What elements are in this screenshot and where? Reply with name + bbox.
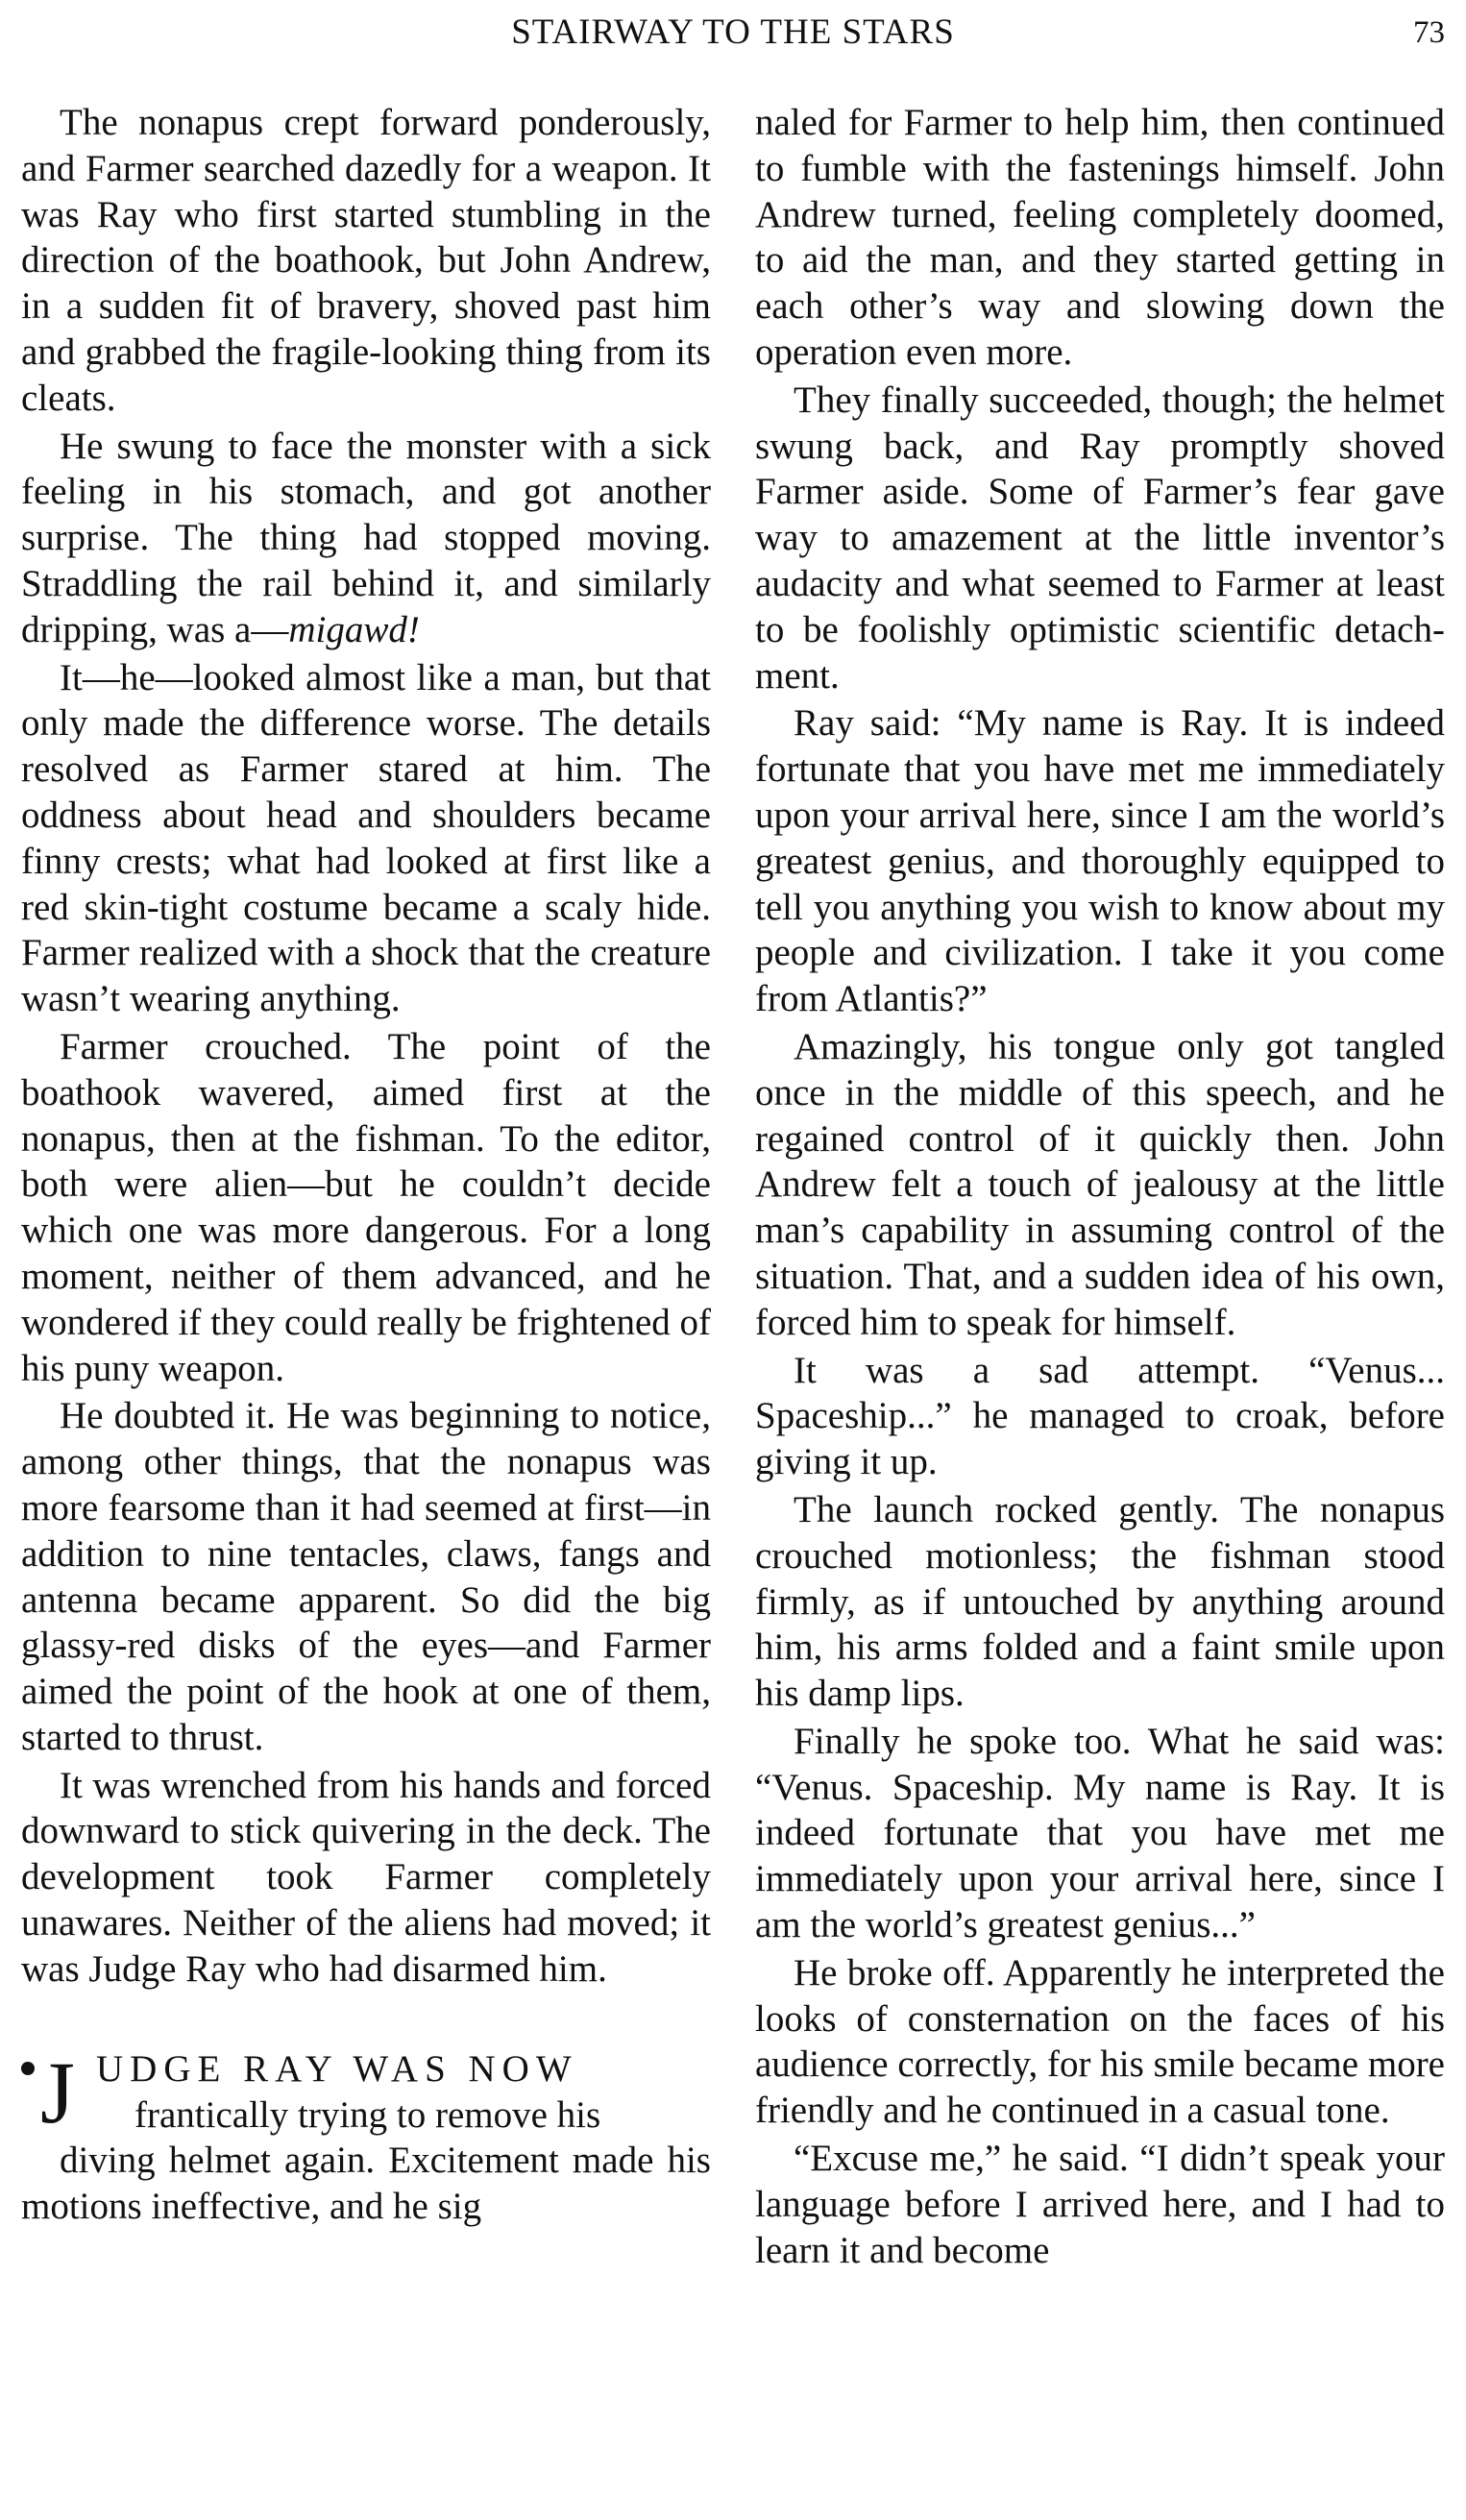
paragraph: They finally succeeded, though; the helmet swung back, and Ray promptly shoved Farmer aside. Some of Farmer’s fear gave way to amazement at the little inventor’s audacity and what seemed to Farmer at least to be foolishly optimistic scientific detachment. bbox=[755, 379, 1445, 697]
running-title: STAIRWAY TO THE STARS bbox=[511, 12, 955, 52]
paragraph: He broke off. Apparently he interpreted the looks of consternation on the faces of his audience correctly, for his smile became more friendly and he continued in a casual tone. bbox=[755, 1951, 1445, 2132]
paragraph: Finally he spoke too. What he said was: “Venus. Spaceship. My name is Ray. It is indeed fortunate that you have met me immediately upon your arrival here, since I am the world’s greatest genius...” bbox=[755, 1720, 1445, 1946]
right-column bbox=[755, 100, 1445, 2273]
paragraph: naled for Farmer to help him, then continued to fumble with the fastenings himself. John Andrew turned, feeling completely doomed, to aid the man, and they started getting in each other’s way and slowing down the operation even more. bbox=[755, 102, 1445, 373]
drop-cap: J bbox=[40, 2043, 75, 2141]
paragraph: It was wrenched from his hands and forced downward to stick quivering in the deck. The development took Farmer completely unawares. Neither of the aliens had moved; it was Judge Ray who had disarmed him. bbox=[21, 1764, 711, 1990]
paragraph: He doubted it. He was beginning to notice, among other things, that the nonapus was more fearsome than it had seemed at first—in addition to nine tentacles, claws, fangs and antenna became apparent. So did the big glassy-red disks of the eyes—and Farmer aimed the point of the hook at one of them, started to thrust. bbox=[21, 1395, 711, 1758]
paragraph: “Excuse me,” he said. “I didn’t speak your language before I arrived here, and I had to learn it and become bbox=[755, 2138, 1445, 2271]
paragraph: It was a sad attempt. “Venus... Spaceship...” he managed to croak, before giving it up. bbox=[755, 1349, 1445, 1483]
paragraph: The nonapus crept forward ponderously, and Farmer searched dazedly for a weapon. It was Ray who first started stumbling in the direction of the boathook, but John Andrew, in a sudden fit of bravery, shoved past him and grabbed the fragile-looking thing from its cleats. bbox=[21, 102, 711, 419]
section-bullet bbox=[21, 2062, 35, 2075]
paragraph: Farmer crouched. The point of the boathook wavered, aimed first at the nonapus, then at the fishman. To the editor, both were alien—but he couldn’t decide which one was more dangerous. For a long moment, neither of them advanced, and he wondered if they could really be frightened of his puny weapon. bbox=[21, 1025, 711, 1389]
section-line: frantically trying to remove his bbox=[134, 2093, 601, 2136]
paragraph-text: He swung to face the monster with a sick feeling in his stomach, and got another surprise. The thing had stopped moving. Straddling the rail behind it, and similarly dripping, was a— bbox=[21, 425, 711, 650]
section-smallcaps: UDGE RAY WAS NOW bbox=[96, 2047, 578, 2090]
paragraph: Ray said: “My name is Ray. It is indeed fortunate that you have met me immediately upon your arrival here, since I am the world’s greatest genius, and thoroughly equipped to tell you anything you wish to know about my people and civilization. I take it you come from Atlantis?” bbox=[755, 702, 1445, 1020]
paragraph bbox=[21, 424, 711, 653]
paragraph: Amazingly, his tongue only got tangled once in the middle of this speech, and he regained control of it quickly then. John Andrew felt a touch of jealousy at the little man’s capability in assuming control of the situation. That, and a sudden idea of his own, forced him to speak for himself. bbox=[755, 1025, 1445, 1343]
section-text: diving helmet again. Excitement made his motions ineffective, and he sig bbox=[21, 2140, 711, 2228]
italic-exclamation: migawd! bbox=[288, 608, 420, 650]
paragraph: It—he—looked almost like a man, but that only made the difference worse. The details resolved as Farmer stared at him. The oddness about head and shoulders became finny crests; what had looked at first like a red skin-tight costume became a scaly hide. Farmer realized with a shock that the creature wasn’t wearing anything. bbox=[21, 656, 711, 1020]
section-break bbox=[21, 2043, 711, 2230]
paragraph: The launch rocked gently. The nonapus crouched motionless; the fishman stood firmly, as if untouched by anything around him, his arms folded and a faint smile upon his damp lips. bbox=[755, 1488, 1445, 1715]
page-header bbox=[0, 10, 1466, 58]
left-column bbox=[21, 100, 711, 2230]
page-number: 73 bbox=[1413, 15, 1445, 50]
